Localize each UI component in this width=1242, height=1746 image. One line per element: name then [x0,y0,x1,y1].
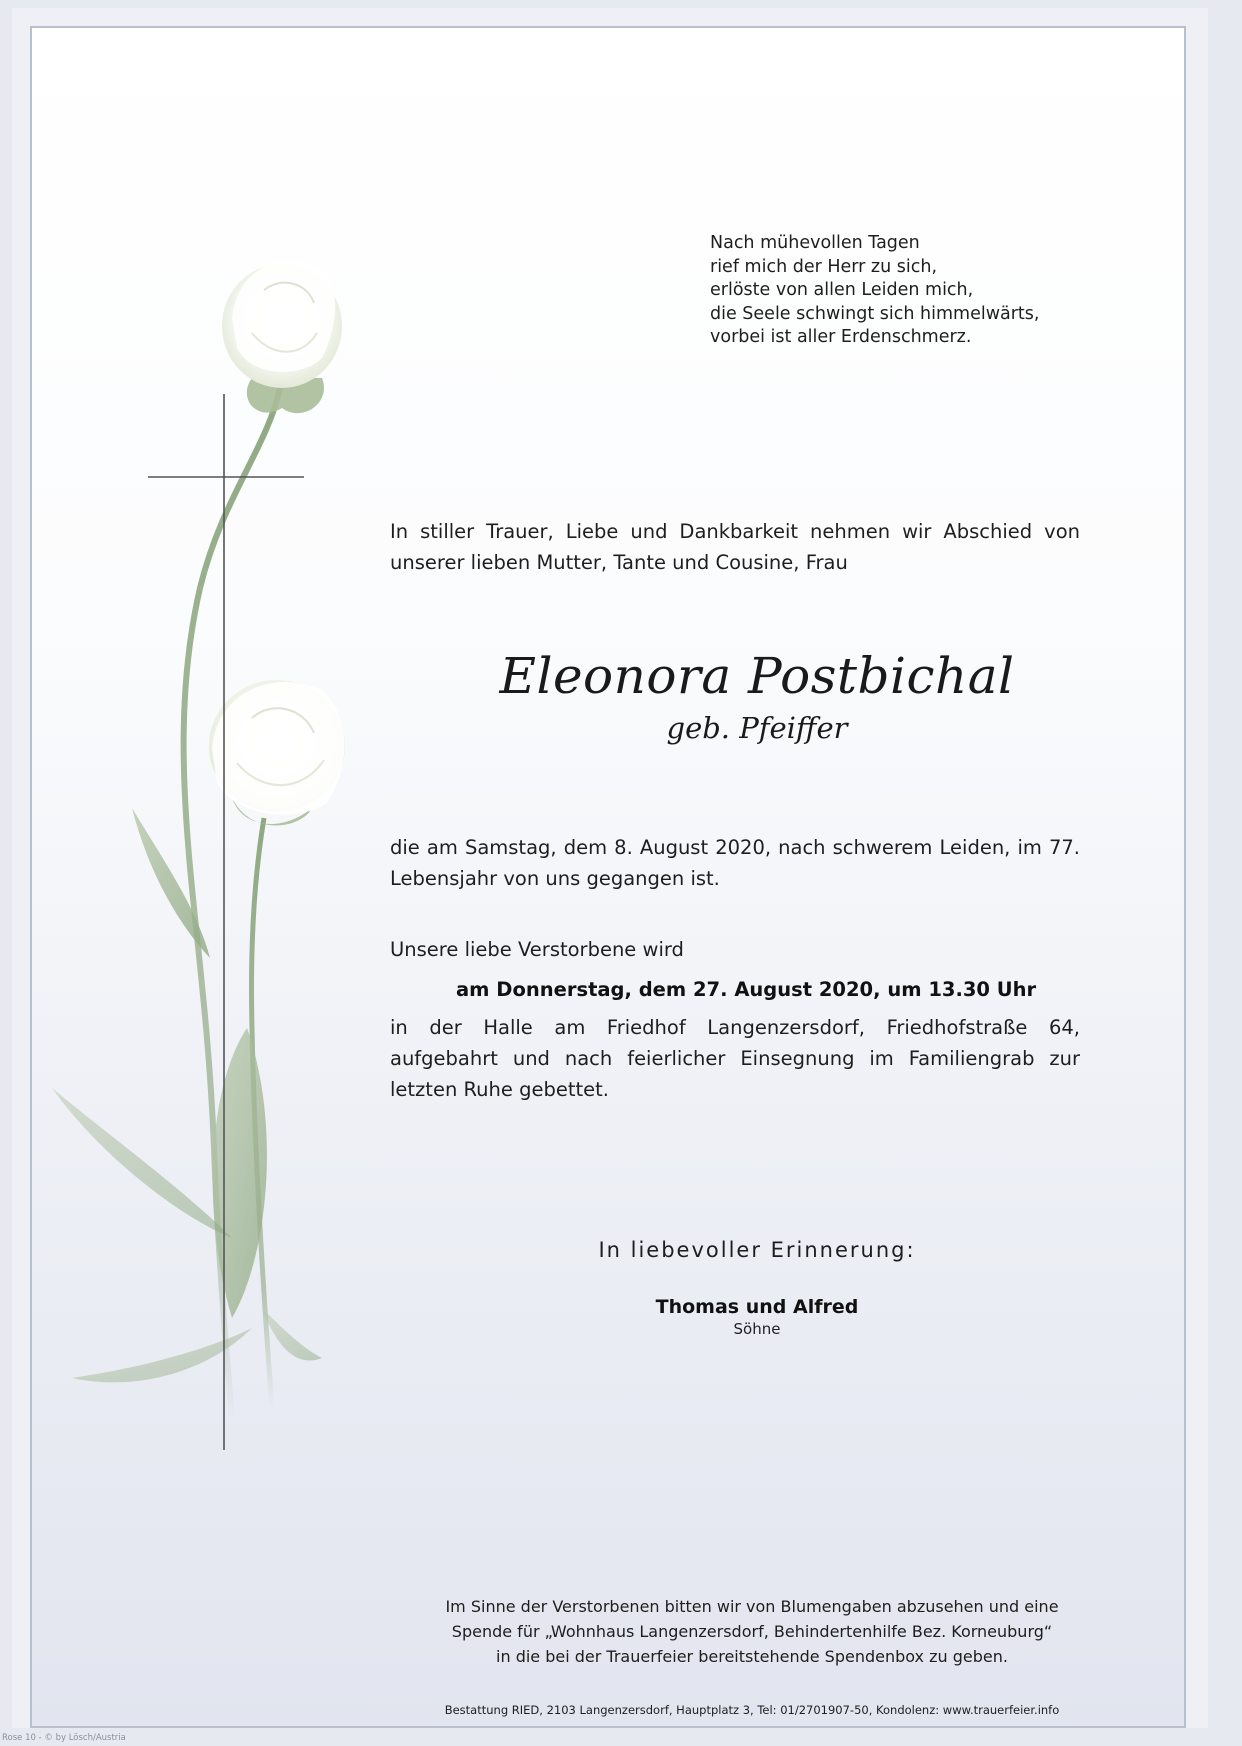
memory-heading: In liebevoller Erinnerung: [598,1238,916,1262]
poem-line: Nach mühevollen Tagen [710,233,920,253]
donation-line: Im Sinne der Verstorbenen bitten wir von Blumengaben abzusehen und eine [445,1597,1059,1616]
intro-text: In stiller Trauer, Liebe und Dankbarkeit nehmen wir Abschied von unserer lieben Mutter, Tante und Cousine, Frau [390,520,1080,574]
poem-line: rief mich der Herr zu sich, [710,256,938,277]
mourners-names: Thomas und Alfred [655,1296,859,1318]
lower-rose [209,680,345,826]
mourners-relation: Söhne [733,1320,781,1338]
funeral-date-time: am Donnerstag, dem 27. August 2020, um 13.30 Uhr [456,978,1037,1001]
donation-line: Spende für „Wohnhaus Langenzersdorf, Behindertenhilfe Bez. Korneuburg“ [451,1622,1053,1641]
small-leaf [132,808,210,958]
leaf-bottom-right [262,1308,322,1361]
funeral-details: in der Halle am Friedhof Langenzersdorf, Friedhofstraße 64, aufgebahrt und nach feierlicher Einsegnung im Familiengrab zur letzten Ruhe gebettet. [390,1016,1080,1101]
poem-line: erlöste von allen Leiden mich, [710,280,974,300]
funeral-lead: Unsere liebe Verstorbene wird [390,938,684,961]
poem [710,232,1130,350]
image-credit: Rose 10 - © by Lösch/Austria [2,1733,126,1743]
maiden-name: geb. Pfeiffer [666,711,848,745]
poem-line: die Seele schwingt sich himmelwärts, [710,303,1040,324]
donation-line: in die bei der Trauerfeier bereitstehende Spendenbox zu geben. [496,1647,1008,1666]
leaf-left [52,1088,232,1238]
death-notice: die am Samstag, dem 8. August 2020, nach schwerem Leiden, im 77. Lebensjahr von uns gegangen ist. [390,836,1080,890]
white-rose-illustration [32,28,372,1528]
deceased-name: Eleonora Postbichal [499,647,1015,705]
poem-line: vorbei ist aller Erdenschmerz. [710,327,972,347]
donation-request [362,1594,1142,1669]
upper-rose [222,260,342,413]
obituary-card [30,26,1186,1728]
funeral-home-footer: Bestattung RIED, 2103 Langenzersdorf, Hauptplatz 3, Tel: 01/2701907-50, Kondolenz: www.trauerfeier.info [444,1703,1060,1717]
